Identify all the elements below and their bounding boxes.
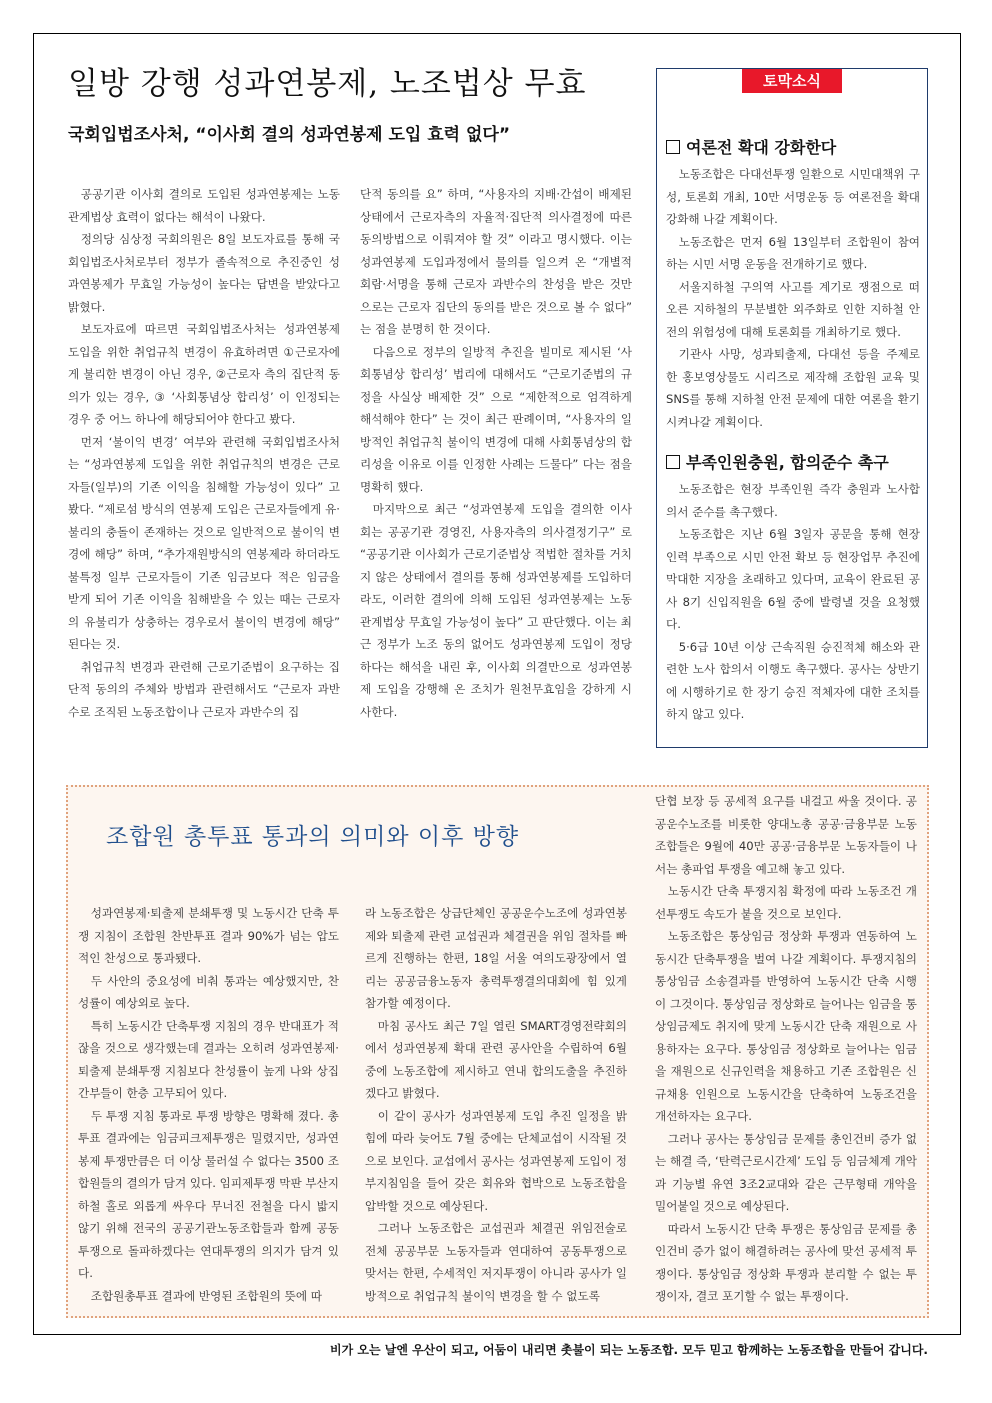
- paragraph: 서울지하철 구의역 사고를 계기로 쟁점으로 떠오른 지하철의 무분별한 외주화로 인한 지하철 안전의 위험성에 대해 토론회를 개최하기로 했다.: [666, 279, 920, 339]
- paragraph: 먼저 ‘불이익 변경’ 여부와 관련해 국회입법조사처는 “성과연봉제 도입을 위한 취업규칙의 변경은 근로자들(일부)의 기존 이익을 침해할 가능성이 있다” 고 봤다. “제로섬 방식의 연봉제 도입은 근로자들에게 유·불리의 충돌이 존재하는 것으로 일반적으로 불이익 변경에 해당” 하며, “추가재원방식의 연봉제라 하더라도 불특정 일부 근로자들이 기존 임금보다 적은 임금을 받게 되어 기존 이익을 침해받을 수 있는 때는 근로자의 유불리가 상충하는 경우로서 불이익 변경에 해당” 된다는 것.: [68, 434, 340, 651]
- paragraph: 다음으로 정부의 일방적 추진을 빌미로 제시된 ‘사회통념상 합리성’ 법리에 대해서도 “근로기준법의 규정을 사실상 배제한 것” 으로 “제한적으로 엄격하게 해석해야 한다” 는 것이 최근 판례이며, “사용자의 일방적인 취업규칙 불이익 변경에 대해 사회통념상의 합리성을 이유로 이를 인정한 사례는 드물다” 다는 점을 명확히 했다.: [360, 344, 632, 494]
- paragraph: 공공기관 이사회 결의로 도입된 성과연봉제는 노동관계법상 효력이 없다는 해석이 나왔다.: [68, 187, 340, 224]
- news-brief-sidebar: [656, 68, 928, 748]
- sidebar-section-2-body: [666, 478, 920, 726]
- paragraph: 성과연봉제·퇴출제 분쇄투쟁 및 노동시간 단축 투쟁 지침이 조합원 찬반투표 결과 90%가 넘는 압도적인 찬성으로 통과됐다.: [78, 906, 339, 965]
- checkbox-square-icon: [666, 455, 680, 469]
- paragraph: 마지막으로 최근 “성과연봉제 도입을 결의한 이사회는 공공기관 경영진, 사용자측의 의사결정기구” 로 “공공기관 이사회가 근로기준법상 적법한 절차를 거치지 않은 상태에서 결의를 통해 성과연봉제를 도입하더라도, 이러한 결의에 의해 도입된 성과연봉제는 노동관계법상 무효일 가능성이 높다” 고 판단했다. 이는 최근 정부가 노조 동의 없어도 성과연봉제 도입이 정당하다는 해석을 내린 후, 이사회 의결만으로 성과연봉제 도입을 강행해 온 조치가 원천무효임을 강하게 시사한다.: [360, 502, 632, 719]
- paragraph: 취업규칙 변경과 관련해 근로기준법이 요구하는 집단적 동의의 주체와 방법과 관련해서도 “근로자 과반수로 조직된 노동조합이나 근로자 과반수의 집: [68, 659, 340, 719]
- article-subhead: 국회입법조사처, “이사회 결의 성과연봉제 도입 효력 없다”: [68, 125, 511, 145]
- paragraph: 노동조합은 지난 6월 3일자 공문을 통해 현장 인력 부족으로 시민 안전 확보 등 현장업무 추진에 막대한 지장을 초래하고 있다며, 교육이 완료된 공사 8기 신입직원을 6월 중에 발령낼 것을 요청했다.: [666, 527, 920, 631]
- paragraph: 따라서 노동시간 단축 투쟁은 통상임금 문제를 총인건비 증가 없이 해결하려는 공사에 맞선 공세적 투쟁이다. 통상임금 정상화 투쟁과 분리할 수 없는 투쟁이자, 결코 포기할 수 없는 투쟁이다.: [655, 1221, 917, 1303]
- sidebar-section-2-heading: [666, 450, 889, 473]
- paragraph: 마침 공사도 최근 7일 열린 SMART경영전략회의에서 성과연봉제 확대 관련 공사안을 수립하여 6월 중에 노동조합에 제시하고 연내 합의도출을 추진하겠다고 밝혔다.: [365, 1018, 627, 1100]
- paragraph: 그러나 공사는 통상임금 문제를 총인건비 증가 없는 해결 즉, ‘탄력근로시간제’ 도입 등 임금체계 개악과 기능별 유연 3조2교대와 같은 근무형태 개악을 밀어붙일 것으로 예상된다.: [655, 1131, 917, 1213]
- sidebar-section-2-title: 부족인원충원, 합의준수 촉구: [686, 453, 889, 472]
- sidebar-section-1-title: 여론전 확대 강화한다: [686, 138, 837, 157]
- feature-column-3: [655, 790, 917, 1308]
- sidebar-section-1-body: [666, 163, 920, 433]
- paragraph: 이 같이 공사가 성과연봉제 도입 추진 일정을 밝힘에 따라 늦어도 7월 중에는 단체교섭이 시작될 것으로 보인다. 교섭에서 공사는 성과연봉제 도입이 정부지침임을 들어 갖은 회유와 협박으로 노동조합을 압박할 것으로 예상된다.: [365, 1108, 627, 1213]
- feature-title: 조합원 총투표 통과의 의미와 이후 방향: [106, 824, 520, 850]
- paragraph: 라 노동조합은 상급단체인 공공운수노조에 성과연봉제와 퇴출제 관련 교섭권과 체결권을 위임 절차를 빠르게 진행하는 한편, 18일 서울 여의도광장에서 열리는 공공금융노동자 총력투쟁결의대회에 힘 있게 참가할 예정이다.: [365, 906, 627, 1010]
- paragraph: 노동조합은 다대선투쟁 일환으로 시민대책위 구성, 토론회 개최, 10만 서명운동 등 여론전을 확대 강화해 나갈 계획이다.: [666, 167, 920, 226]
- paragraph: 보도자료에 따르면 국회입법조사처는 성과연봉제 도입을 위한 취업규칙 변경이 유효하려면 ①근로자에게 불리한 변경이 아닌 경우, ②근로자 측의 집단적 동의가 있는 경우, ③ ‘사회통념상 합리성’ 이 인정되는 경우 중 어느 하나에 해당되어야 한다고 봤다.: [68, 322, 340, 426]
- paragraph: 두 투쟁 지침 통과로 투쟁 방향은 명확해 졌다. 총투표 결과에는 임금피크제투쟁은 밀렸지만, 성과연봉제 투쟁만큼은 더 이상 물러설 수 없다는 3500 조합원들의 결의가 담겨 있다. 임피제투쟁 막판 부산지하철 홀로 외롭게 싸우다 무너진 전철을 다시 밟지 않기 위해 전국의 공공기관노동조합들과 함께 공동투쟁으로 돌파하겠다는 연대투쟁의 의지가 담겨 있다.: [78, 1108, 339, 1280]
- feature-column-1: [78, 902, 339, 1307]
- article-column-1: [68, 183, 340, 723]
- paragraph: 조합원총투표 결과에 반영된 조합원의 뜻에 따: [90, 1288, 322, 1303]
- paragraph: 노동조합은 통상임금 정상화 투쟁과 연동하여 노동시간 단축투쟁을 벌여 나갈 계획이다. 투쟁지침의 통상임금 소송결과를 반영하여 노동시간 단축 시행이 그것이다. 통상임금 정상화로 늘어나는 임금을 통상임금제도 취지에 맞게 노동시간 단축 재원으로 사용하자는 요구다. 통상임금 정상화로 늘어나는 임금을 재원으로 신규인력을 채용하고 기존 조합원은 신규채용 인원으로 노동시간을 단축하여 노동조건을 개선하자는 요구다.: [655, 929, 917, 1123]
- paragraph: 그러나 노동조합은 교섭권과 체결권 위임전술로 전체 공공부문 노동자들과 연대하여 공동투쟁으로 맞서는 한편, 수세적인 저지투쟁이 아니라 공사가 일방적으로 취업규칙 불이익 변경을 할 수 없도록: [365, 1221, 627, 1303]
- paragraph: 기관사 사망, 성과퇴출제, 다대선 등을 주제로 한 홍보영상물도 시리즈로 제작해 조합원 교육 및 SNS를 통해 지하철 안전 문제에 대한 여론을 환기시켜나갈 계획이다.: [666, 347, 920, 429]
- paragraph: 두 사안의 중요성에 비춰 통과는 예상했지만, 찬성률이 예상외로 높다.: [78, 973, 339, 1010]
- article-headline: 일방 강행 성과연봉제, 노조법상 무효: [68, 66, 587, 102]
- paragraph: 노동조합은 현장 부족인원 즉각 충원과 노사합의서 준수를 촉구했다.: [666, 482, 920, 519]
- paragraph: 단협 보장 등 공세적 요구를 내걸고 싸울 것이다. 공공운수노조를 비롯한 양대노총 공공·금융부문 노동조합들은 9월에 40만 공공·금융부문 노동자들이 나서는 총파업 투쟁을 예고해 놓고 있다.: [655, 794, 917, 876]
- footer-slogan: 비가 오는 날엔 우산이 되고, 어둠이 내리면 촛불이 되는 노동조합. 모두 믿고 함께하는 노동조합을 만들어 갑니다.: [330, 1343, 928, 1357]
- paragraph: 노동조합은 먼저 6월 13일부터 조합원이 참여하는 시민 서명 운동을 전개하기로 했다.: [666, 234, 920, 271]
- paragraph: 특히 노동시간 단축투쟁 지침의 경우 반대표가 적잖을 것으로 생각했는데 결과는 오히려 성과연봉제·퇴출제 분쇄투쟁 지침보다 찬성률이 높게 나와 상집간부들이 한층 고무되어 있다.: [78, 1018, 339, 1100]
- feature-column-2: [365, 902, 627, 1307]
- paragraph: 5·6급 10년 이상 근속직원 승진적체 해소와 관련한 노사 합의서 이행도 촉구했다. 공사는 상반기에 시행하기로 한 장기 승진 적체자에 대한 조치를 하지 않고 있다.: [666, 639, 920, 721]
- paragraph: 단적 동의를 요” 하며, “사용자의 지배·간섭이 배제된 상태에서 근로자측의 자율적·집단적 의사결정에 따른 동의방법으로 이뤄져야 할 것” 이라고 명시했다. 이는 성과연봉제 도입과정에서 물의를 일으켜 온 “개별적 회람·서명을 통해 근로자 과반수의 찬성을 받은 것만으로는 근로자 집단의 동의를 받은 것으로 볼 수 없다” 는 점을 분명히 한 것이다.: [360, 187, 632, 336]
- sidebar-section-1-heading: [666, 135, 836, 158]
- checkbox-square-icon: [666, 140, 680, 154]
- paragraph: 정의당 심상정 국회의원은 8일 보도자료를 통해 국회입법조사처로부터 정부가 졸속적으로 추진중인 성과연봉제가 무효일 가능성이 높다는 답변을 받았다고 밝혔다.: [68, 232, 340, 314]
- article-column-2: [360, 183, 632, 723]
- sidebar-tag: 토막소식: [742, 69, 842, 93]
- paragraph: 노동시간 단축 투쟁지침 확정에 따라 노동조건 개선투쟁도 속도가 붙을 것으로 보인다.: [655, 884, 917, 921]
